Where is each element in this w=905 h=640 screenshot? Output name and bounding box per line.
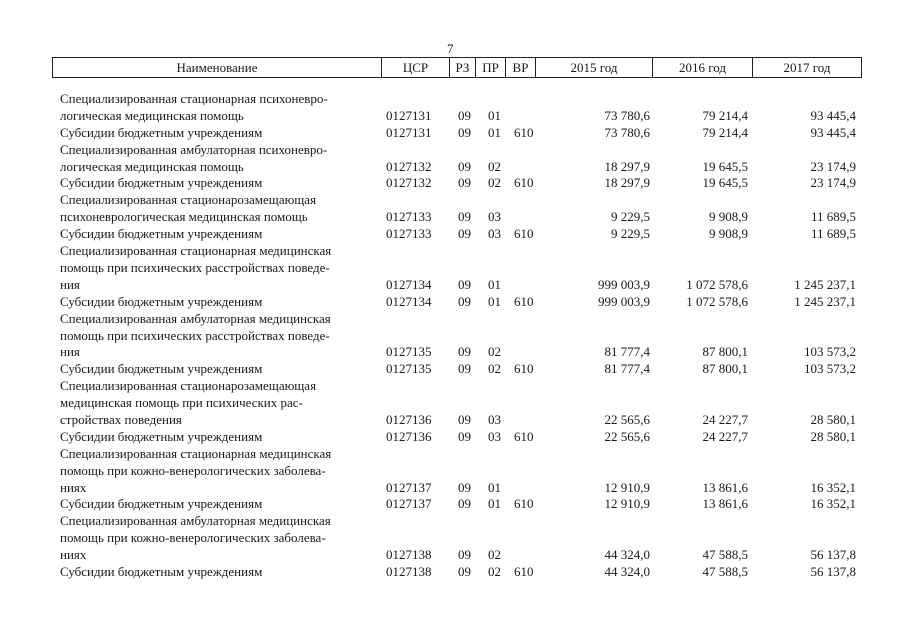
row-2017: 28 580,1 xyxy=(810,412,856,427)
row-name xyxy=(60,243,382,294)
table-row xyxy=(0,125,905,142)
header-pr: ПР xyxy=(475,58,505,77)
row-pr: 01 xyxy=(488,293,501,309)
row-2016: 87 800,1 xyxy=(702,361,748,377)
row-name xyxy=(60,446,382,497)
row-2015: 18 297,9 xyxy=(604,158,650,174)
row-csr: 0127133 xyxy=(386,209,432,225)
row-pr: 03 xyxy=(488,226,501,242)
row-2015: 9 229,5 xyxy=(611,226,650,242)
row-name-line: Специализированная амбулаторная медицинская xyxy=(60,310,331,326)
row-2015: 44 324,0 xyxy=(604,564,650,580)
row-2015: 12 910,9 xyxy=(604,479,650,495)
row-pr: 02 xyxy=(488,564,501,580)
row-rz: 09 xyxy=(458,361,471,377)
row-2017: 1 245 237,1 xyxy=(794,293,856,309)
row-2015: 9 229,5 xyxy=(611,209,650,225)
row-csr: 0127136 xyxy=(386,428,432,444)
row-rz: 09 xyxy=(458,564,471,580)
row-csr: 0127135 xyxy=(386,344,432,360)
table-row xyxy=(0,564,905,581)
row-2017: 1 245 237,1 xyxy=(794,276,856,292)
row-2017: 103 573,2 xyxy=(804,344,856,360)
row-vr: 610 xyxy=(514,496,534,512)
row-csr: 0127133 xyxy=(386,226,432,242)
row-pr: 02 xyxy=(488,175,501,191)
row-2015: 81 777,4 xyxy=(604,361,650,377)
row-2016: 19 645,5 xyxy=(702,175,748,191)
header-vr: ВР xyxy=(505,58,535,77)
row-vr: 610 xyxy=(514,428,534,444)
row-name xyxy=(60,513,382,564)
row-2016: 1 072 578,6 xyxy=(686,276,748,292)
row-2016: 79 214,4 xyxy=(702,107,748,123)
row-name-line: Специализированная амбулаторная психоневро- xyxy=(60,141,328,157)
row-2017: 16 352,1 xyxy=(810,496,856,512)
row-csr: 0127137 xyxy=(386,479,432,495)
row-2017: 56 137,8 xyxy=(810,547,856,563)
row-2017: 11 689,5 xyxy=(810,226,856,242)
table-row xyxy=(0,429,905,446)
row-name-line: медицинская помощь при психических рас- xyxy=(60,395,303,411)
row-2015: 44 324,0 xyxy=(604,547,650,563)
row-pr: 01 xyxy=(488,276,501,292)
row-2017: 11 689,5 xyxy=(810,209,856,225)
table-row xyxy=(0,91,905,125)
row-pr: 03 xyxy=(488,412,501,427)
row-name-line: помощь при кожно-венерологических заболева- xyxy=(60,462,326,478)
row-rz: 09 xyxy=(458,158,471,174)
row-name xyxy=(60,361,382,378)
table-row xyxy=(0,513,905,564)
row-name xyxy=(60,496,382,513)
row-csr: 0127135 xyxy=(386,361,432,377)
row-rz: 09 xyxy=(458,293,471,309)
row-csr: 0127131 xyxy=(386,107,432,123)
row-2016: 24 227,7 xyxy=(702,428,748,444)
row-2016: 9 908,9 xyxy=(709,209,748,225)
row-name-line: Субсидии бюджетным учреждениям xyxy=(60,361,263,377)
row-name-line: Специализированная стационарная психоневро- xyxy=(60,91,328,106)
row-name-line: ниях xyxy=(60,547,87,563)
row-2016: 47 588,5 xyxy=(702,564,748,580)
row-name-line: психоневрологическая медицинская помощь xyxy=(60,209,308,225)
row-rz: 09 xyxy=(458,226,471,242)
row-2017: 93 445,4 xyxy=(810,124,856,140)
row-pr: 02 xyxy=(488,361,501,377)
row-name-line: логическая медицинская помощь xyxy=(60,158,244,174)
row-2015: 999 003,9 xyxy=(598,293,650,309)
row-vr: 610 xyxy=(514,564,534,580)
row-rz: 09 xyxy=(458,479,471,495)
row-name xyxy=(60,91,382,125)
header-2017: 2017 год xyxy=(752,58,861,77)
row-2015: 999 003,9 xyxy=(598,276,650,292)
row-pr: 02 xyxy=(488,158,501,174)
row-name xyxy=(60,564,382,581)
table-row xyxy=(0,175,905,192)
row-pr: 01 xyxy=(488,496,501,512)
row-csr: 0127136 xyxy=(386,412,432,427)
row-name-line: Специализированная амбулаторная медицинская xyxy=(60,513,331,529)
header-csr: ЦСР xyxy=(381,58,449,77)
row-rz: 09 xyxy=(458,276,471,292)
row-name xyxy=(60,378,382,429)
row-name xyxy=(60,125,382,142)
row-name xyxy=(60,226,382,243)
row-pr: 02 xyxy=(488,344,501,360)
row-2015: 81 777,4 xyxy=(604,344,650,360)
row-rz: 09 xyxy=(458,547,471,563)
row-csr: 0127138 xyxy=(386,564,432,580)
row-name xyxy=(60,429,382,446)
row-name-line: помощь при кожно-венерологических заболева- xyxy=(60,530,326,546)
row-name xyxy=(60,142,382,176)
row-name-line: ния xyxy=(60,344,80,360)
page-number: 7 xyxy=(447,41,454,56)
table-row xyxy=(0,243,905,294)
table-row xyxy=(0,496,905,513)
row-name xyxy=(60,175,382,192)
row-name-line: логическая медицинская помощь xyxy=(60,107,244,123)
table-row xyxy=(0,378,905,429)
row-rz: 09 xyxy=(458,344,471,360)
row-2015: 73 780,6 xyxy=(604,124,650,140)
row-name-line: ниях xyxy=(60,479,87,495)
row-vr: 610 xyxy=(514,226,534,242)
row-2015: 73 780,6 xyxy=(604,107,650,123)
header-rz: РЗ xyxy=(449,58,475,77)
row-csr: 0127134 xyxy=(386,276,432,292)
row-pr: 03 xyxy=(488,209,501,225)
row-name xyxy=(60,311,382,362)
row-name-line: стройствах поведения xyxy=(60,412,182,428)
table-row xyxy=(0,226,905,243)
row-2017: 28 580,1 xyxy=(810,428,856,444)
row-2016: 19 645,5 xyxy=(702,158,748,174)
row-name xyxy=(60,294,382,311)
row-name-line: Субсидии бюджетным учреждениям xyxy=(60,175,263,191)
row-csr: 0127132 xyxy=(386,158,432,174)
header-name: Наименование xyxy=(176,60,258,75)
row-vr: 610 xyxy=(514,175,534,191)
row-name-line: Субсидии бюджетным учреждениям xyxy=(60,564,263,580)
row-name-line: помощь при психических расстройствах поведе- xyxy=(60,327,330,343)
table-row xyxy=(0,311,905,362)
row-2017: 23 174,9 xyxy=(810,175,856,191)
table-row xyxy=(0,361,905,378)
row-name-line: ния xyxy=(60,276,80,292)
row-name-line: помощь при психических расстройствах поведе- xyxy=(60,259,330,275)
row-csr: 0127137 xyxy=(386,496,432,512)
row-2015: 22 565,6 xyxy=(604,428,650,444)
row-rz: 09 xyxy=(458,428,471,444)
row-rz: 09 xyxy=(458,496,471,512)
row-vr: 610 xyxy=(514,361,534,377)
header-2016: 2016 год xyxy=(652,58,752,77)
row-rz: 09 xyxy=(458,209,471,225)
row-rz: 09 xyxy=(458,412,471,427)
row-2016: 13 861,6 xyxy=(702,496,748,512)
row-2016: 9 908,9 xyxy=(709,226,748,242)
row-name-line: Специализированная стационарная медицинская xyxy=(60,243,332,259)
row-name xyxy=(60,192,382,226)
row-2016: 1 072 578,6 xyxy=(686,293,748,309)
table-row xyxy=(0,142,905,176)
row-pr: 01 xyxy=(488,107,501,123)
row-pr: 03 xyxy=(488,428,501,444)
row-name-line: Субсидии бюджетным учреждениям xyxy=(60,124,263,140)
row-rz: 09 xyxy=(458,175,471,191)
row-2015: 22 565,6 xyxy=(604,412,650,427)
row-csr: 0127131 xyxy=(386,124,432,140)
row-name-line: Субсидии бюджетным учреждениям xyxy=(60,293,263,309)
row-2017: 56 137,8 xyxy=(810,564,856,580)
row-csr: 0127134 xyxy=(386,293,432,309)
row-vr: 610 xyxy=(514,124,534,140)
row-rz: 09 xyxy=(458,107,471,123)
row-csr: 0127132 xyxy=(386,175,432,191)
header-2015: 2015 год xyxy=(535,58,652,77)
row-vr: 610 xyxy=(514,293,534,309)
row-2016: 87 800,1 xyxy=(702,344,748,360)
row-name-line: Специализированная стационарозамещающая xyxy=(60,192,317,208)
row-name-line: Специализированная стационарная медицинская xyxy=(60,445,332,461)
row-name-line: Субсидии бюджетным учреждениям xyxy=(60,496,263,512)
table-header xyxy=(52,57,862,78)
row-name-line: Субсидии бюджетным учреждениям xyxy=(60,226,263,242)
table-body xyxy=(0,91,905,581)
row-2017: 93 445,4 xyxy=(810,107,856,123)
row-pr: 02 xyxy=(488,547,501,563)
table-row xyxy=(0,446,905,497)
row-2015: 18 297,9 xyxy=(604,175,650,191)
row-name-line: Специализированная стационарозамещающая xyxy=(60,378,317,394)
row-2017: 23 174,9 xyxy=(810,158,856,174)
table-row xyxy=(0,192,905,226)
row-pr: 01 xyxy=(488,124,501,140)
row-2017: 103 573,2 xyxy=(804,361,856,377)
row-2017: 16 352,1 xyxy=(810,479,856,495)
table-row xyxy=(0,294,905,311)
row-2016: 47 588,5 xyxy=(702,547,748,563)
row-2015: 12 910,9 xyxy=(604,496,650,512)
row-csr: 0127138 xyxy=(386,547,432,563)
row-pr: 01 xyxy=(488,479,501,495)
row-2016: 24 227,7 xyxy=(702,412,748,427)
row-rz: 09 xyxy=(458,124,471,140)
row-name-line: Субсидии бюджетным учреждениям xyxy=(60,428,263,444)
row-2016: 13 861,6 xyxy=(702,479,748,495)
row-2016: 79 214,4 xyxy=(702,124,748,140)
